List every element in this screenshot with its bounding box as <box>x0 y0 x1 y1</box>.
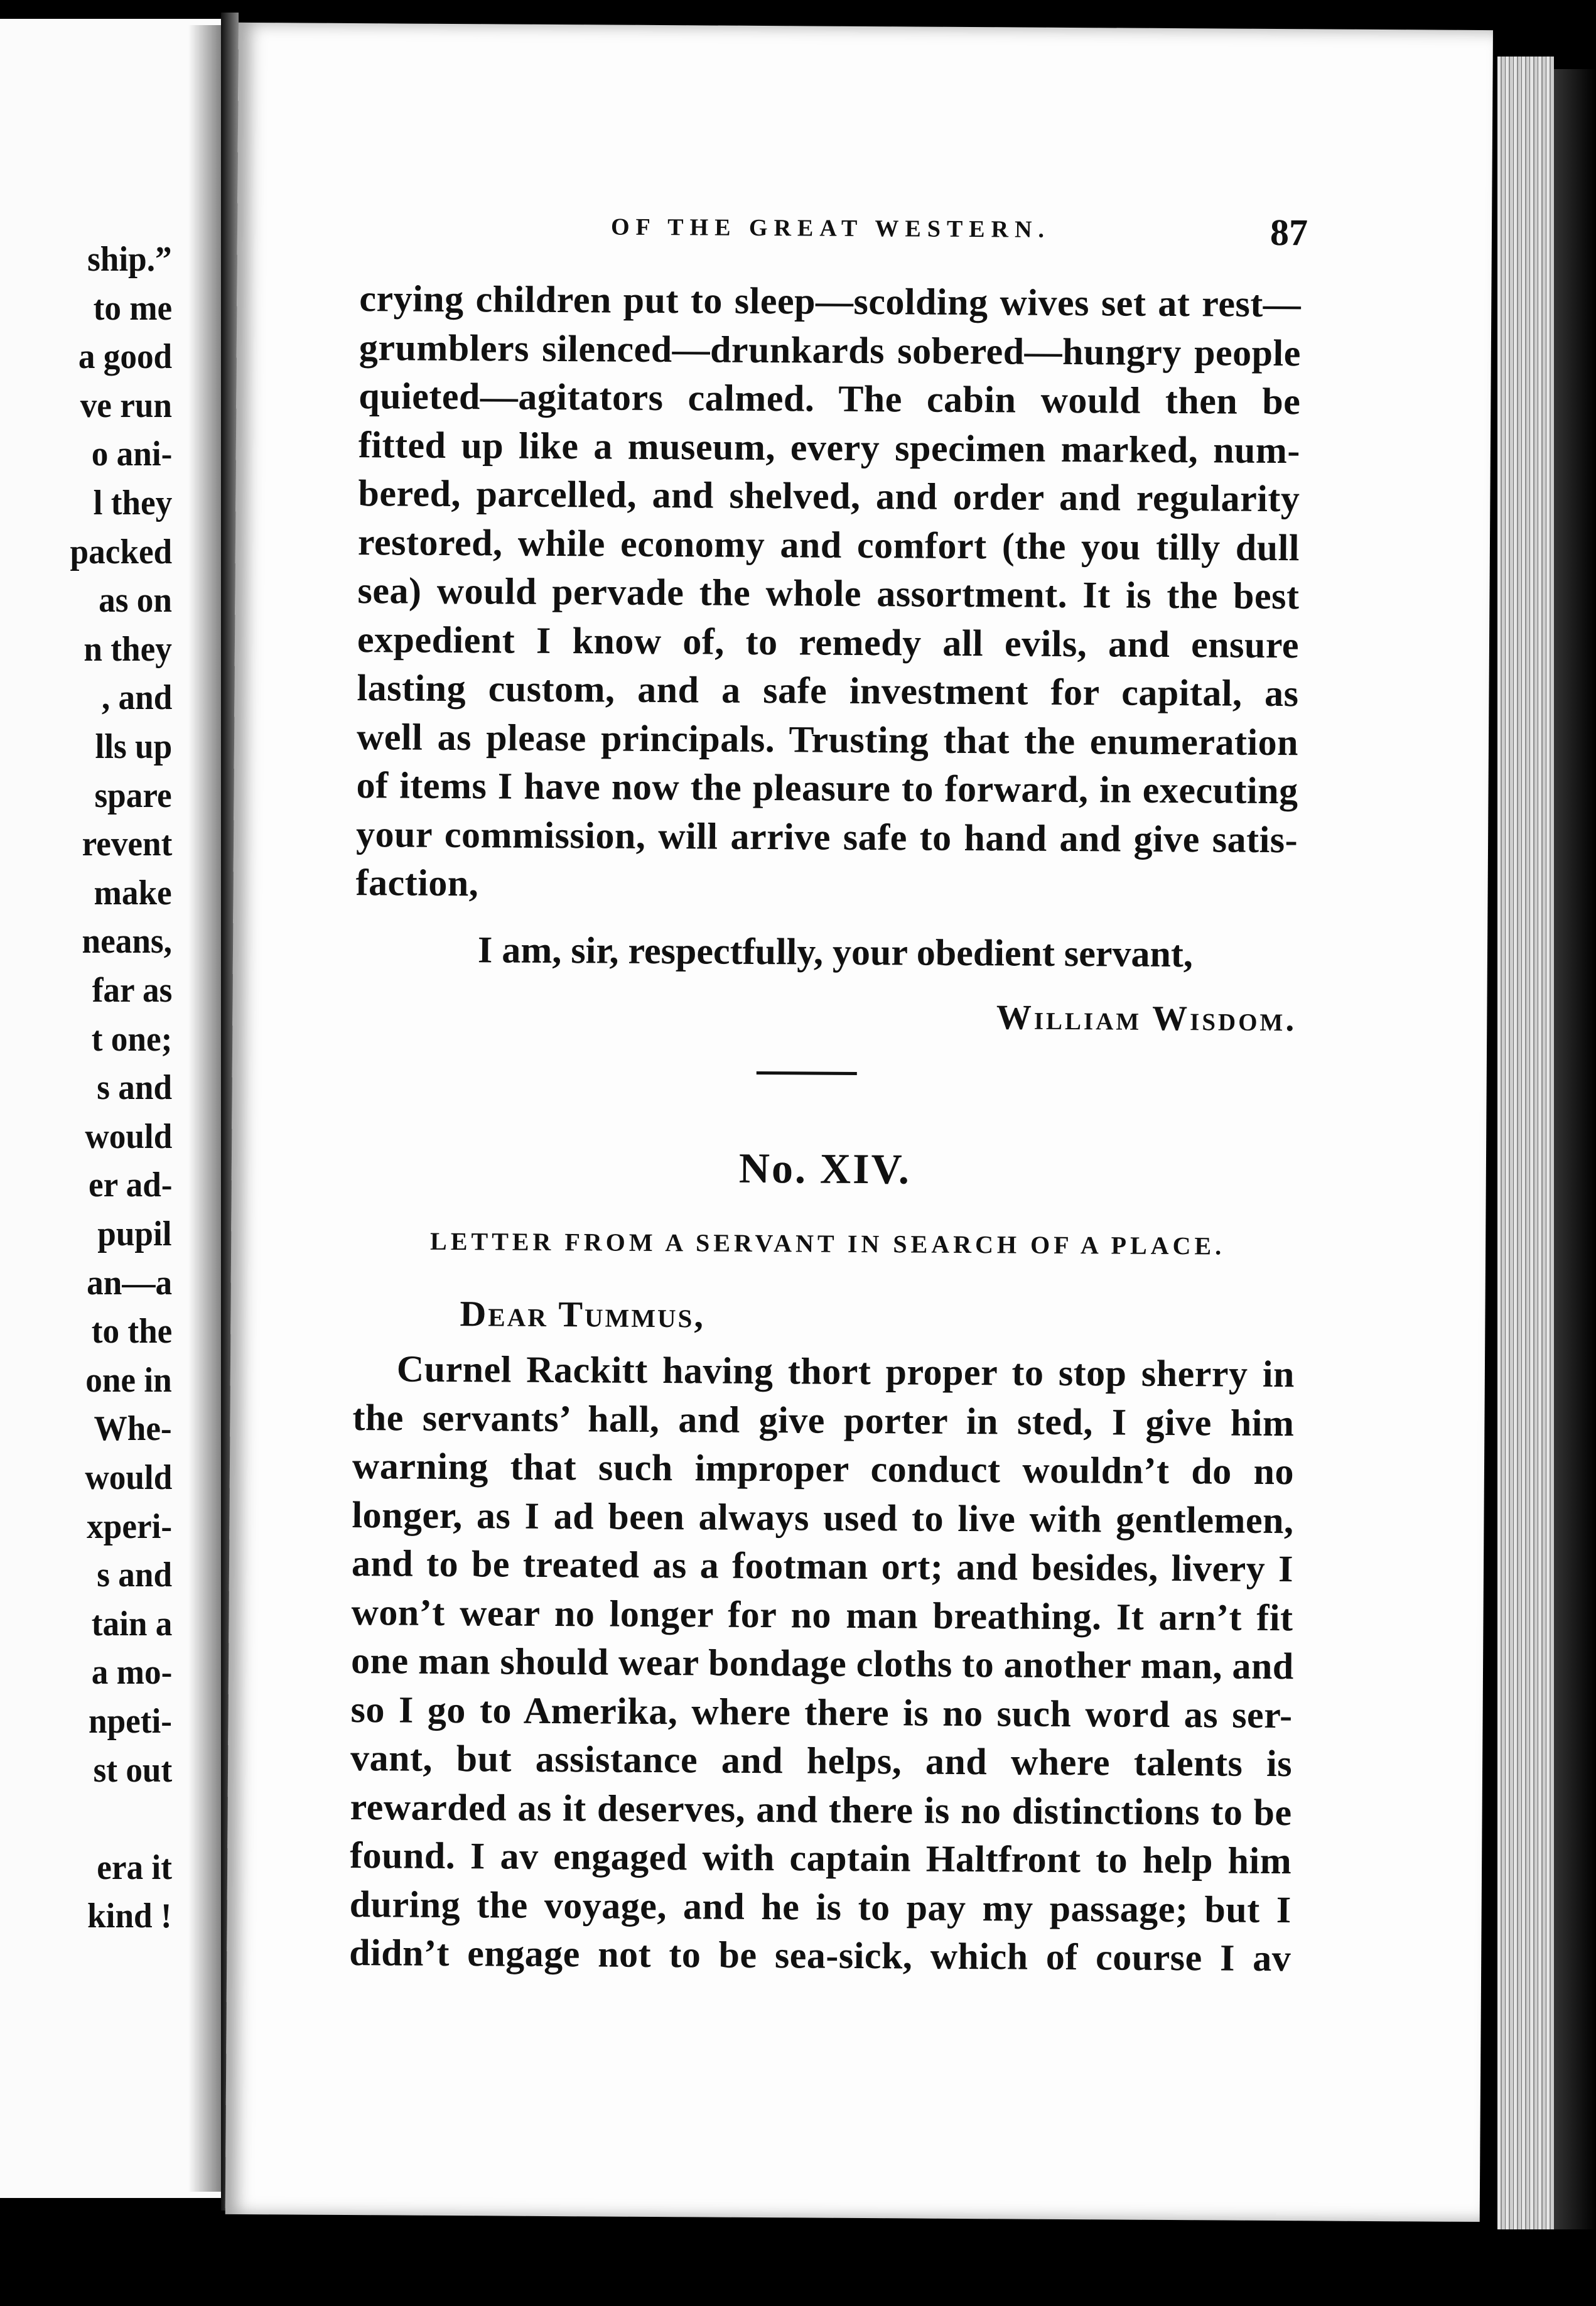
body-text-line: grumblers silenced—drunkards sobered—hungry people <box>359 326 1302 374</box>
page-number: 87 <box>1270 211 1308 254</box>
facing-page-line: far as <box>92 971 172 1010</box>
body-text-line: bered, parcelled, and shelved, and order and regularity <box>358 472 1300 520</box>
facing-page-line: a mo- <box>91 1653 172 1692</box>
facing-page-line: s and <box>97 1068 172 1108</box>
body-text-line: rewarded as it deserves, and there is no distinctions to be <box>350 1785 1292 1833</box>
facing-page-line: to me <box>93 288 172 328</box>
running-title: OF THE GREAT WESTERN. <box>610 214 1051 243</box>
book-page-right <box>225 23 1493 2222</box>
facing-page-line: l they <box>93 484 172 522</box>
page-edges-stack <box>1497 57 1554 2229</box>
facing-page-line: revent <box>82 825 172 864</box>
facing-page-line: n they <box>84 629 172 669</box>
facing-page-line: o ani- <box>91 435 172 474</box>
body-text-line: your commission, will arrive safe to hand and give satis- <box>355 813 1298 860</box>
body-text-line: expedient I know of, to remedy all evils, and ensure <box>357 618 1300 666</box>
facing-page-line: one in <box>85 1360 172 1400</box>
facing-page-line: Whe- <box>94 1409 172 1449</box>
facing-page-line: xperi- <box>87 1507 172 1546</box>
section-divider-rule <box>757 1071 857 1075</box>
body-text-line: during the voyage, and he is to pay my passage; but I <box>349 1883 1291 1930</box>
facing-page-line: t one; <box>91 1019 172 1059</box>
body-text-line: longer, as I ad been always used to live with gentlemen, <box>352 1493 1294 1541</box>
facing-page-line: to the <box>91 1312 172 1351</box>
body-text-line: sea) would pervade the whole assortment. It is the best <box>357 570 1300 617</box>
facing-page-line: as on <box>99 581 172 620</box>
body-text-line: vant, but assistance and helps, and where talents is <box>350 1737 1293 1785</box>
facing-page-line: ve run <box>80 386 172 425</box>
body-text-line: and to be treated as a footman ort; and besides, livery I <box>351 1542 1294 1590</box>
facing-page-line: packed <box>70 532 172 571</box>
facing-page-line: spare <box>94 776 172 815</box>
facing-page-line: kind ! <box>87 1897 172 1936</box>
running-head <box>360 205 1308 254</box>
closing-line: I am, sir, respectfully, your obedient servant, <box>477 929 1194 975</box>
facing-page-line: npeti- <box>89 1702 172 1741</box>
body-text-line: Curnel Rackitt having thort proper to stop sherry in <box>396 1348 1295 1395</box>
body-text-line: lasting custom, and a safe investment for capital, as <box>357 667 1299 715</box>
signature: William Wisdom. <box>996 998 1297 1039</box>
body-text-line: restored, while economy and comfort (the you tilly dull <box>357 521 1300 568</box>
page-edges-shadow <box>1554 69 1596 2229</box>
facing-page-line: , and <box>101 678 172 718</box>
facing-page-line: a good <box>78 337 172 377</box>
facing-page-line: would <box>85 1458 172 1497</box>
left-page-gutter-shadow <box>188 25 226 2192</box>
body-text-line: fitted up like a museum, every specimen marked, num- <box>358 423 1301 471</box>
facing-page-line: pupil <box>97 1215 172 1253</box>
body-text-line: of items I have now the pleasure to forward, in executing <box>356 764 1298 812</box>
facing-page-line: would <box>85 1117 172 1156</box>
body-text-line: so I go to Amerika, where there is no such word as ser- <box>350 1688 1293 1736</box>
facing-page-line: era it <box>97 1848 172 1887</box>
facing-page-line: er ad- <box>88 1166 172 1205</box>
body-text-line: warning that such improper conduct wouldn’t do no <box>352 1445 1295 1493</box>
body-text-line: won’t wear no longer for no man breathing. It arn’t fit <box>351 1591 1293 1638</box>
facing-page-line: an—a <box>87 1263 172 1302</box>
facing-page-line: s and <box>97 1556 172 1595</box>
salutation: Dear Tummus, <box>460 1293 706 1336</box>
letter-heading: LETTER FROM A SERVANT IN SEARCH OF A PLACE. <box>429 1226 1226 1260</box>
facing-page-line: neans, <box>82 922 172 961</box>
body-text-line: crying children put to sleep—scolding wives set at rest— <box>359 278 1302 325</box>
section-number: No. XIV. <box>738 1144 912 1193</box>
body-text-line: found. I av engaged with captain Haltfront to help him <box>349 1834 1292 1882</box>
body-text-line: the servants’ hall, and give porter in sted, I give him <box>352 1396 1295 1444</box>
facing-page-line: make <box>94 873 172 912</box>
facing-page-line: st out <box>93 1750 172 1790</box>
facing-page-line: tain a <box>91 1604 172 1643</box>
body-text-line: quieted—agitators calmed. The cabin would then be <box>359 375 1301 423</box>
facing-page-line: lls up <box>95 727 172 766</box>
body-text-line: didn’t engage not to be sea-sick, which of course I av <box>349 1932 1291 1979</box>
body-text-line: faction, <box>355 862 479 904</box>
body-text-line: one man should wear bondage cloths to another man, and <box>350 1640 1294 1687</box>
page-text-block <box>349 23 1308 1979</box>
facing-page-line: ship.” <box>87 240 172 279</box>
body-text-line: well as please principals. Trusting that the enumeration <box>356 715 1299 763</box>
